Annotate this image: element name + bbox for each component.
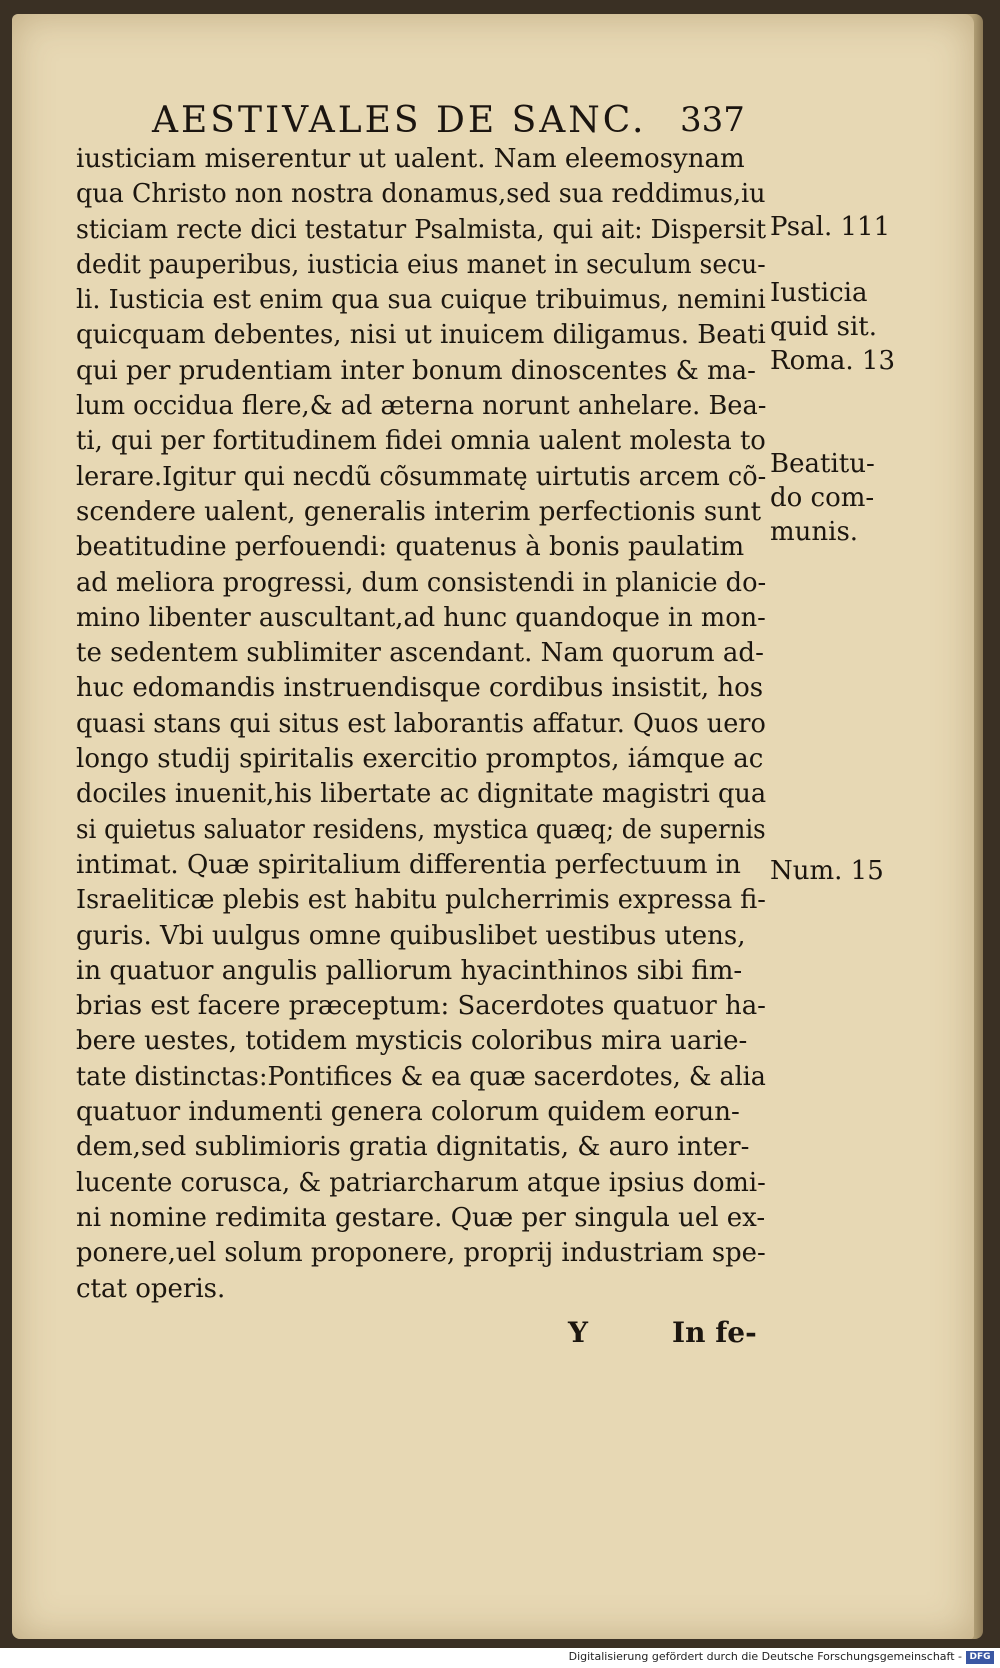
- text-line: si quietus saluator residens, mystica quæq; de supernis: [76, 814, 766, 845]
- text-line: guris. Vbi uulgus omne quibuslibet uestibus utens,: [76, 920, 746, 951]
- running-title: AESTIVALES DE SANC.: [152, 100, 647, 141]
- text-line: brias est facere præceptum: Sacerdotes quatuor ha-: [76, 991, 766, 1022]
- catchword: In fe-: [672, 1316, 757, 1349]
- text-line: lum occidua flere,& ad æterna norunt anhelare. Bea-: [76, 391, 767, 422]
- text-line: dociles inuenit,his libertate ac dignitate magistri qua: [76, 779, 767, 810]
- text-line: lucente corusca, & patriarcharum atque ipsius domi-: [76, 1167, 766, 1198]
- text-line: dem,sed sublimioris gratia dignitatis, & auro inter-: [76, 1132, 750, 1163]
- text-line: sticiam recte dici testatur Psalmista, qui ait: Dispersit: [76, 214, 767, 245]
- margin-note-beatitu: Beatitu-: [770, 449, 875, 479]
- body-text: [76, 142, 766, 1307]
- text-line: li. Iusticia est enim qua sua cuique tribuimus, nemini: [76, 285, 766, 316]
- text-line: ti, qui per fortitudinem fidei omnia ualent molesta to: [76, 426, 766, 457]
- text-line: Israeliticæ plebis est habitu pulcherrimis expressa fi-: [76, 885, 766, 916]
- text-line: huc edomandis instruendisque cordibus insistit, hos: [76, 673, 764, 704]
- margin-note-do-com: do com-: [770, 483, 875, 513]
- margin-note-roma: Roma. 13: [770, 346, 895, 376]
- dfg-logo: DFG: [966, 1651, 994, 1664]
- funding-credit: Digitalisierung gefördert durch die Deutsche Forschungsgemeinschaft -: [568, 1650, 962, 1663]
- margin-note-psalm: Psal. 111: [770, 212, 891, 242]
- margin-note-iusticia: Iusticia: [770, 278, 868, 308]
- text-line: quicquam debentes, nisi ut inuicem diligamus. Beati: [76, 320, 766, 351]
- text-line: quatuor indumenti genera colorum quidem eorun-: [76, 1097, 740, 1128]
- text-line: te sedentem sublimiter ascendant. Nam quorum ad-: [76, 638, 764, 669]
- text-line: quasi stans qui situs est laborantis affatur. Quos uero: [76, 708, 766, 739]
- text-line: in quatuor angulis palliorum hyacinthinos sibi fim-: [76, 955, 743, 986]
- text-line: ponere,uel solum proponere, proprij industriam spe-: [76, 1238, 766, 1269]
- signature-mark: Y: [568, 1316, 588, 1349]
- book-page: [12, 14, 974, 1639]
- text-line: ctat operis.: [76, 1273, 226, 1304]
- text-line: tate distinctas:Pontifices & ea quæ sacerdotes, & alia: [76, 1061, 766, 1092]
- margin-note-munis: munis.: [770, 517, 859, 547]
- margin-note-numeri: Num. 15: [770, 856, 884, 886]
- text-line: iusticiam miserentur ut ualent. Nam eleemosynam: [76, 144, 745, 174]
- text-line: dedit pauperibus, iusticia eius manet in seculum secu-: [76, 249, 766, 280]
- text-line: lerare.Igitur qui necdũ cõsummatę uirtutis arcem cõ-: [76, 461, 767, 492]
- text-line: mino libenter auscultant,ad hunc quandoque in mon-: [76, 602, 766, 633]
- text-line: bere uestes, totidem mysticis coloribus mira uarie-: [76, 1026, 748, 1057]
- text-line: qui per prudentiam inter bonum dinoscentes & ma-: [76, 355, 756, 386]
- text-line: ni nomine redimita gestare. Quæ per singula uel ex-: [76, 1202, 766, 1233]
- text-line: qua Christo non nostra donamus,sed sua reddimus,iu: [76, 179, 766, 210]
- page-number: 337: [680, 100, 745, 140]
- footer-bar: [0, 1648, 1000, 1668]
- text-line: intimat. Quæ spiritalium differentia perfectuum in: [76, 849, 741, 880]
- text-line: longo studij spiritalis exercitio promptos, iámque ac: [76, 744, 764, 775]
- margin-note-quid-sit: quid sit.: [770, 312, 877, 342]
- text-line: scendere ualent, generalis interim perfectionis sunt: [76, 496, 762, 527]
- text-line: ad meliora progressi, dum consistendi in planicie do-: [76, 567, 767, 598]
- page-header: [152, 100, 752, 144]
- text-line: beatitudine perfouendi: quatenus à bonis paulatim: [76, 532, 745, 563]
